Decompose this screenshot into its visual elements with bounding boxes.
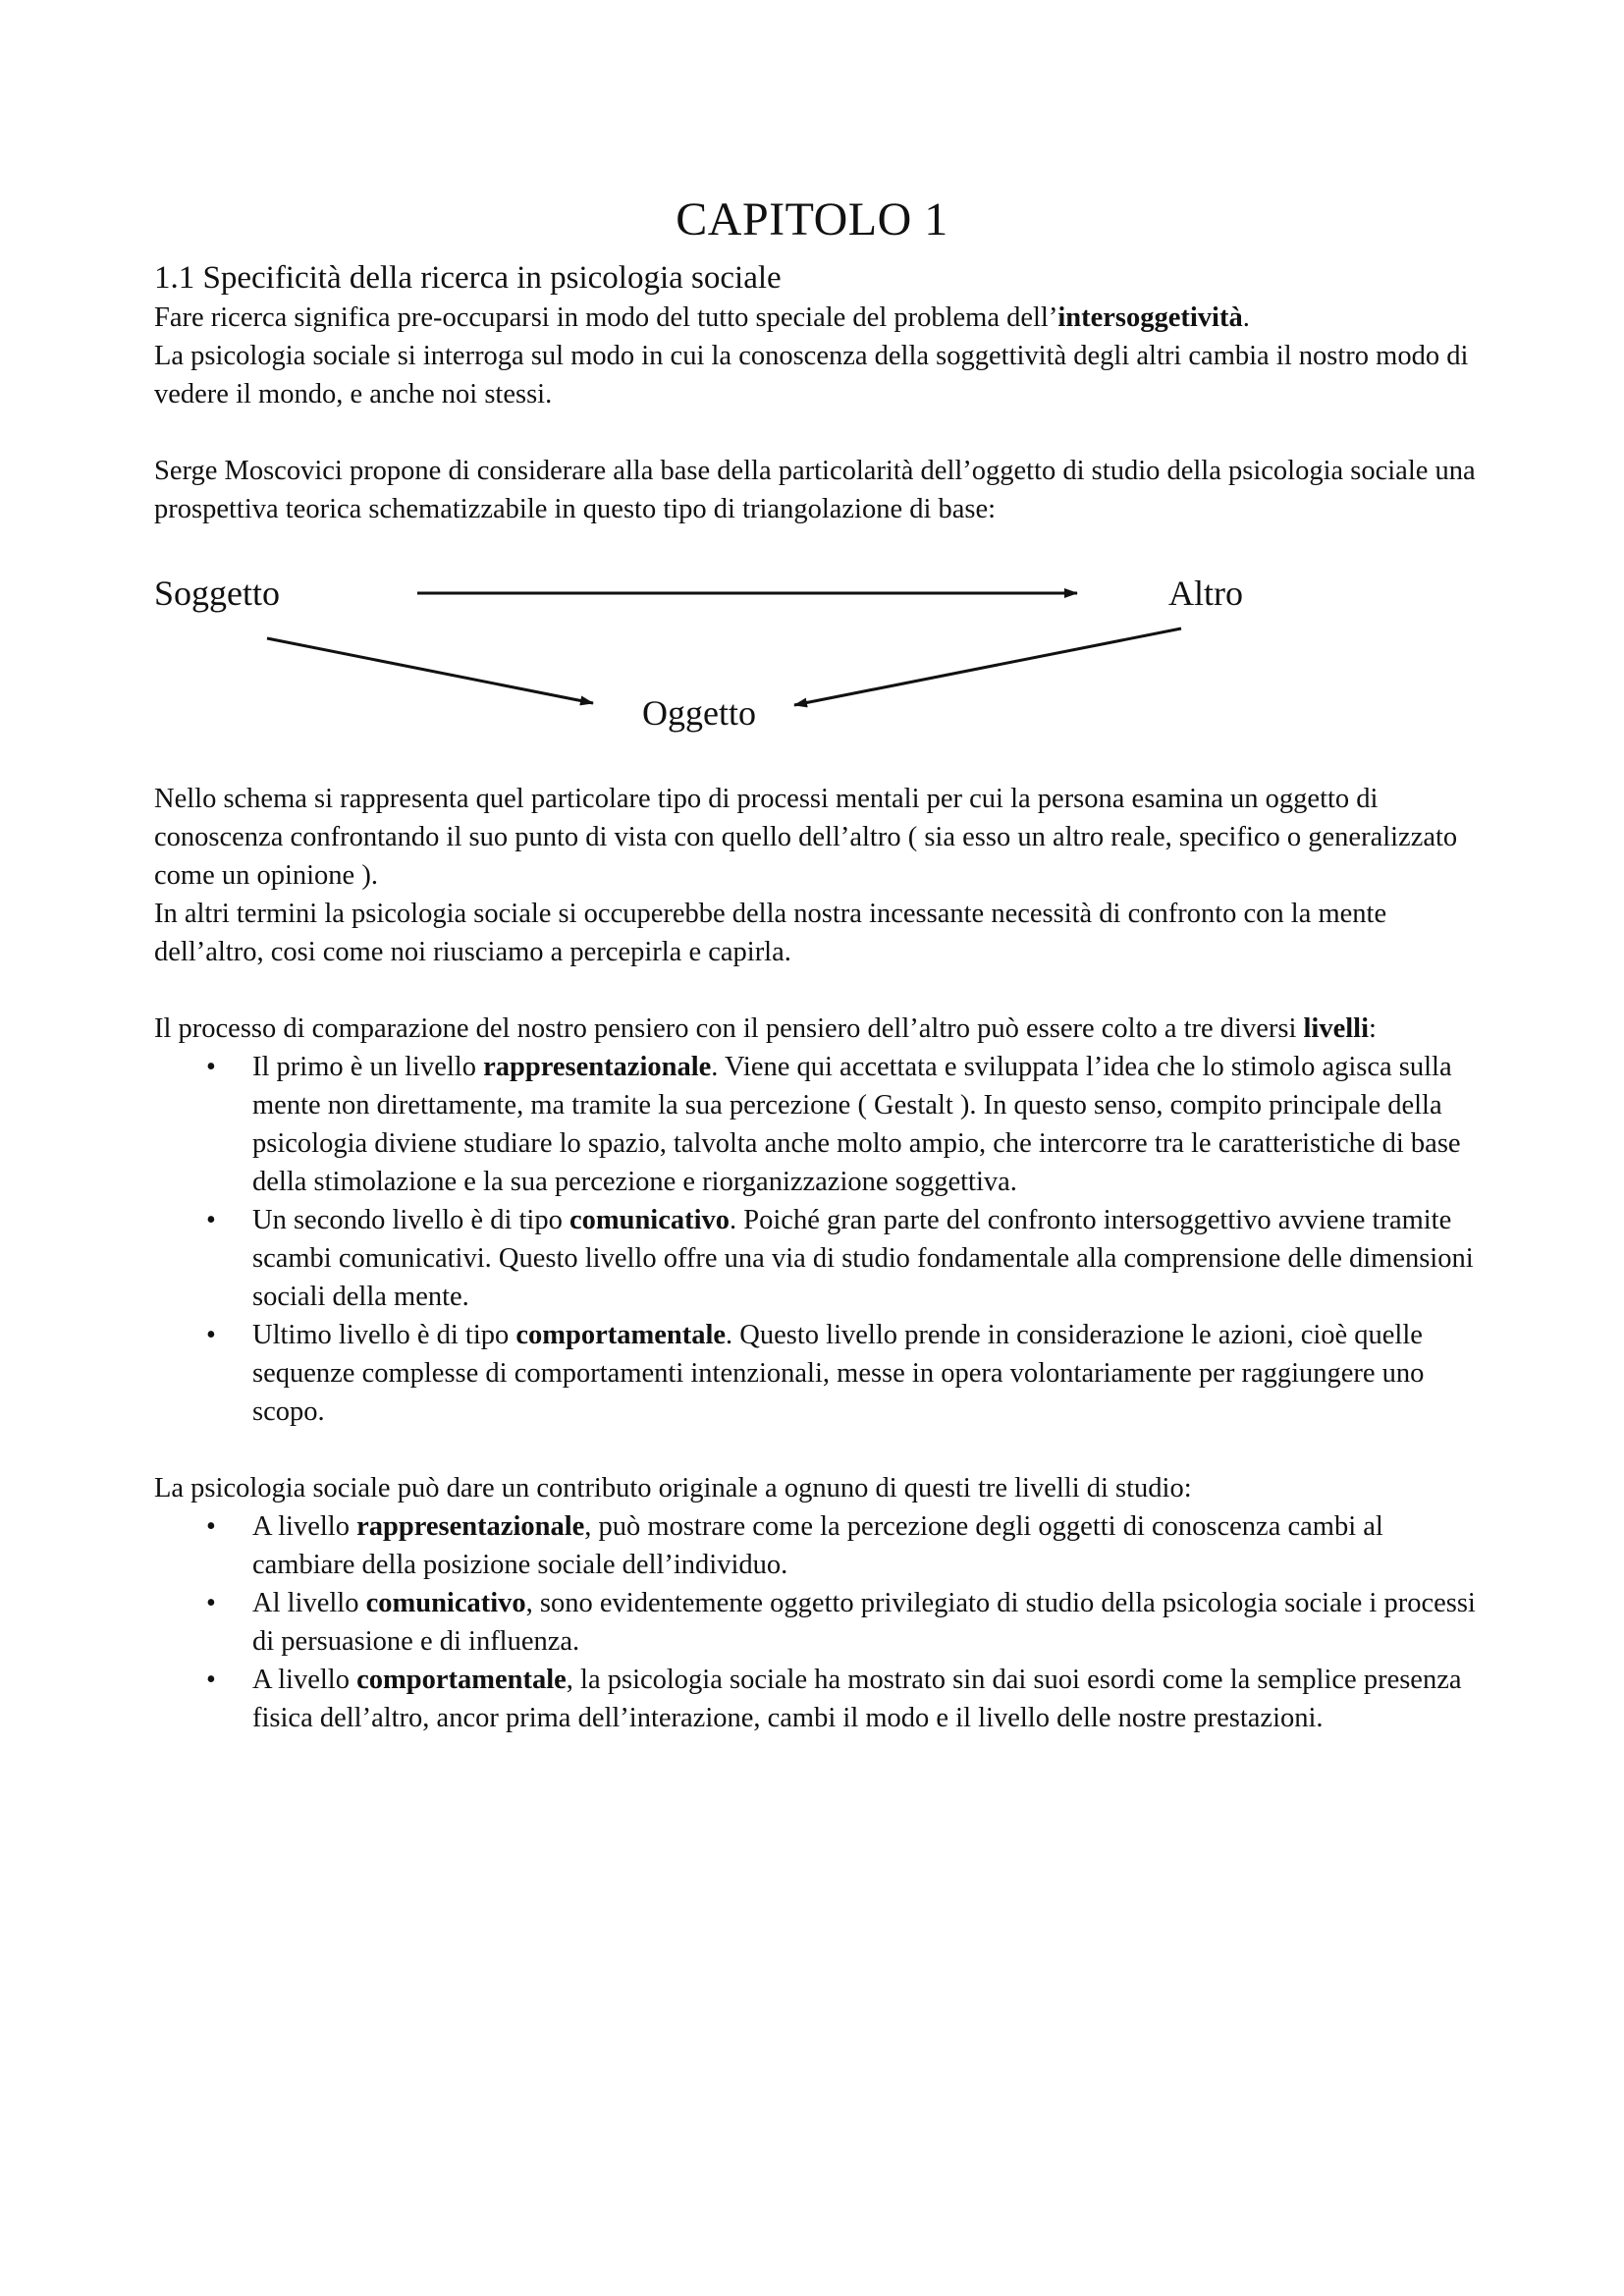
bullet-icon: •	[206, 1665, 216, 1695]
levels-list	[154, 1048, 1480, 1431]
list-item	[154, 1584, 1480, 1661]
intro-bold-term: intersoggetività	[1057, 302, 1243, 333]
list-item-text-end: . Viene qui accettata e sviluppata l’idea che lo stimolo agisca sulla mente non direttamente, ma tramite la sua percezione ( Gestalt ). In questo senso, compito principale della psicologia diviene studiare lo spazio, talvolta anche molto ampio, che intercorre tra le caratteristiche di base della stimolazione e la sua percezione e riorganizzazione soggettiva.	[252, 1052, 1461, 1197]
list-item-text-end: , sono evidentemente oggetto privilegiato di studio della psicologia sociale i processi di persuasione e di influenza.	[252, 1588, 1476, 1657]
list-item	[154, 1048, 1480, 1201]
list-item-text-end: . Questo livello prende in considerazione le azioni, cioè quelle sequenze complesse di comportamenti intenzionali, messe in opera volontariamente per raggiungere uno scopo.	[252, 1320, 1425, 1427]
list-item-text-end: . Poiché gran parte del confronto intersoggettivo avviene tramite scambi comunicativi. Questo livello offre una via di studio fondamentale alla comprensione delle dimensioni sociali della mente.	[252, 1205, 1474, 1312]
list-item-text: A livello	[252, 1665, 357, 1695]
paragraph-gap	[154, 1431, 1480, 1469]
list-item-text: Il primo è un livello	[252, 1052, 484, 1082]
list-item	[154, 1316, 1480, 1431]
list-item-bold: comportamentale	[356, 1665, 567, 1695]
list-item-text: Un secondo livello è di tipo	[252, 1205, 569, 1235]
arrow-subject-to-object	[267, 638, 593, 703]
bullet-icon: •	[206, 1205, 216, 1235]
diagram-arrows	[154, 564, 1480, 760]
levels-intro-end: :	[1369, 1013, 1377, 1044]
levels-intro-bold: livelli	[1303, 1013, 1369, 1044]
bullet-icon: •	[206, 1511, 216, 1542]
levels-intro-text: Il processo di comparazione del nostro pensiero con il pensiero dell’altro può essere colto a tre diversi	[154, 1013, 1304, 1044]
bullet-icon: •	[206, 1320, 216, 1350]
bullet-icon: •	[206, 1588, 216, 1618]
bullet-icon: •	[206, 1052, 216, 1082]
paragraph-gap	[154, 413, 1480, 452]
moscovici-paragraph: Serge Moscovici propone di considerare alla base della particolarità dell’oggetto di studio della psicologia sociale una prospettiva teorica schematizzabile in questo tipo di triangolazione di base:	[154, 456, 1476, 524]
list-item-text: Ultimo livello è di tipo	[252, 1320, 516, 1350]
list-item	[154, 1507, 1480, 1584]
diagram-label-other: Altro	[1168, 574, 1243, 613]
list-item-text: Al livello	[252, 1588, 366, 1618]
levels-intro-paragraph	[154, 1010, 1480, 1048]
schema-paragraph-2: In altri termini la psicologia sociale si occuperebbe della nostra incessante necessità di confronto con la mente dell’altro, cosi come noi riusciamo a percepirla e capirla.	[154, 899, 1387, 967]
list-item	[154, 1201, 1480, 1316]
intro-paragraph-2: La psicologia sociale si interroga sul modo in cui la conoscenza della soggettività degli altri cambia il nostro modo di vedere il mondo, e anche noi stessi.	[154, 341, 1469, 410]
arrow-other-to-object	[794, 629, 1181, 705]
intro-text: Fare ricerca significa pre-occuparsi in modo del tutto speciale del problema dell’	[154, 302, 1058, 333]
paragraph-gap	[154, 971, 1480, 1010]
page-content	[154, 257, 1480, 1737]
contribution-intro-paragraph: La psicologia sociale può dare un contributo originale a ognuno di questi tre livelli di studio:	[154, 1473, 1192, 1503]
contributions-list	[154, 1507, 1480, 1737]
list-item-text: A livello	[252, 1511, 357, 1542]
list-item-bold: rappresentazionale	[483, 1052, 712, 1082]
diagram-label-subject: Soggetto	[154, 574, 281, 613]
schema-paragraph-1: Nello schema si rappresenta quel particolare tipo di processi mentali per cui la persona esamina un oggetto di conoscenza confrontando il suo punto di vista con quello dell’altro ( sia esso un altro reale, specifico o generalizzato come un opinione ).	[154, 784, 1458, 891]
section-heading: 1.1 Specificità della ricerca in psicologia sociale	[154, 260, 782, 296]
intro-paragraph-1	[154, 299, 1480, 337]
list-item-bold: comunicativo	[568, 1205, 731, 1235]
triangulation-diagram	[154, 564, 1480, 760]
list-item-bold: rappresentazionale	[356, 1511, 585, 1542]
chapter-title: CAPITOLO 1	[676, 193, 948, 246]
list-item-text-end: , la psicologia sociale ha mostrato sin dai suoi esordi come la semplice presenza fisica dell’altro, ancor prima dell’interazione, cambi il modo e il livello delle nostre prestazioni.	[252, 1665, 1462, 1733]
diagram-label-object: Oggetto	[642, 693, 756, 733]
list-item-text-end: , può mostrare come la percezione degli oggetti di conoscenza cambi al cambiare della posizione sociale dell’individuo.	[252, 1511, 1383, 1580]
list-item-bold: comunicativo	[365, 1588, 526, 1618]
list-item-bold: comportamentale	[515, 1320, 727, 1350]
list-item	[154, 1661, 1480, 1737]
intro-text-end: .	[1242, 302, 1250, 333]
